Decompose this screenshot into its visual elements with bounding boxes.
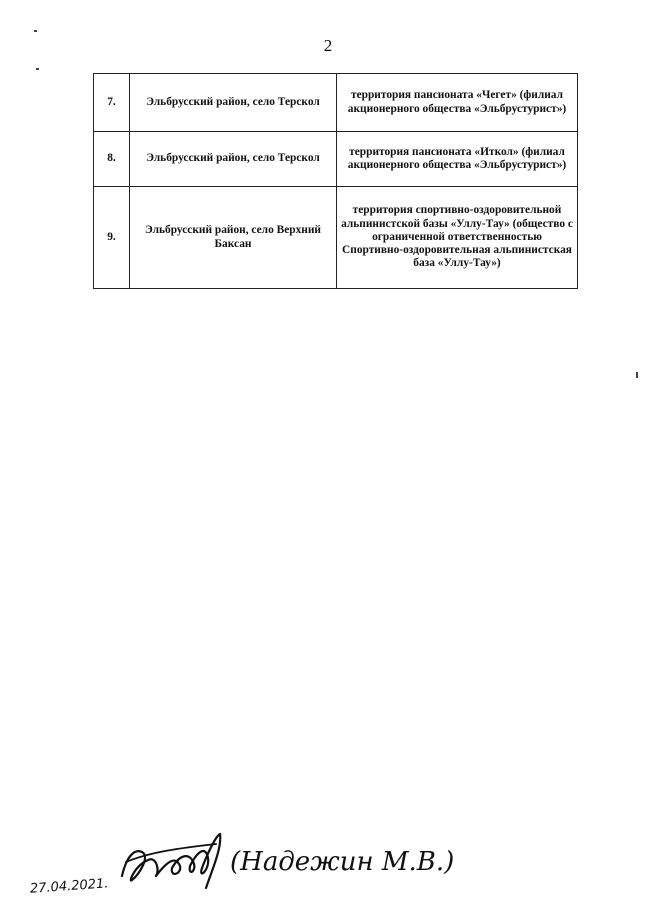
territory-cell: территория спортивно-оздоровительной альпинистской базы «Уллу-Тау» (общество с ограниченной ответственностью Спортивно-оздоровительная альпинистская база «Уллу-Тау») xyxy=(337,187,578,289)
scan-speck xyxy=(36,68,39,70)
handwritten-signature xyxy=(29,830,455,900)
location-cell: Эльбрусский район, село Верхний Баксан xyxy=(130,187,337,289)
signature-date: 27.04.2021. xyxy=(29,876,109,897)
table-row xyxy=(94,187,578,289)
signature-name: (Надежин М.В.) xyxy=(230,847,455,877)
signature-stroke xyxy=(122,834,220,888)
territory-cell: территория пансионата «Чегет» (филиал акционерного общества «Эльбрустурист») xyxy=(337,74,578,132)
table-row xyxy=(94,74,578,132)
location-cell: Эльбрусский район, село Терскол xyxy=(130,132,337,187)
row-number: 8. xyxy=(94,132,130,187)
scan-speck xyxy=(34,30,37,32)
signature-underline xyxy=(126,844,216,862)
territory-cell: территория пансионата «Иткол» (филиал акционерного общества «Эльбрустурист») xyxy=(337,132,578,187)
handwritten-signature-block xyxy=(29,830,455,900)
page-number: 2 xyxy=(323,36,333,55)
districts-table xyxy=(93,73,578,289)
row-number: 9. xyxy=(94,187,130,289)
scan-speck xyxy=(636,372,638,378)
table-row xyxy=(94,132,578,187)
row-number: 7. xyxy=(94,74,130,132)
location-cell: Эльбрусский район, село Терскол xyxy=(130,74,337,132)
